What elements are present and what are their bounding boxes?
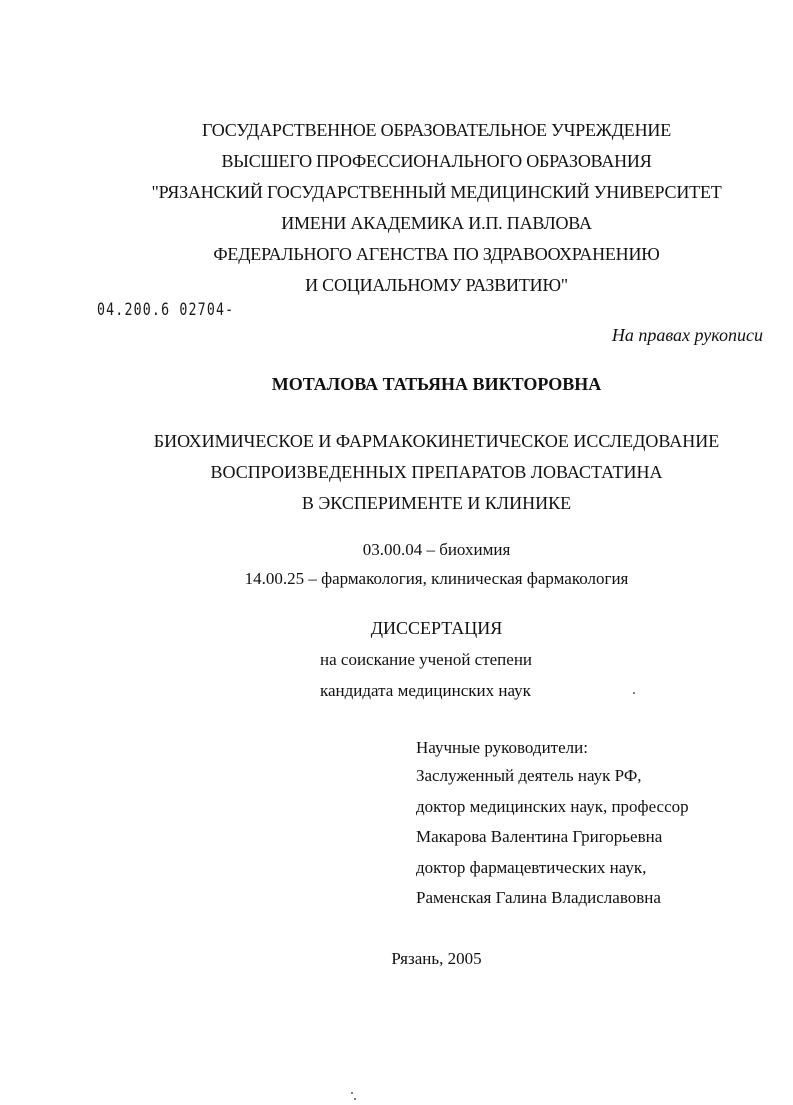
supervisors-heading: Научные руководители: bbox=[416, 738, 588, 757]
supervisor-line-1: Заслуженный деятель наук РФ, bbox=[416, 766, 642, 785]
institution-line-2: ВЫСШЕГО ПРОФЕССИОНАЛЬНОГО ОБРАЗОВАНИЯ bbox=[221, 151, 652, 171]
institution-line-3: "РЯЗАНСКИЙ ГОСУДАРСТВЕННЫЙ МЕДИЦИНСКИЙ УНИВЕРСИТЕТ bbox=[151, 182, 722, 202]
author-name: МОТАЛОВА ТАТЬЯНА ВИКТОРОВНА bbox=[271, 374, 602, 394]
scan-speck bbox=[351, 1092, 353, 1094]
library-stamp-number: 04.200.6 02704- bbox=[97, 300, 235, 320]
specialty-biochemistry: 03.00.04 – биохимия bbox=[362, 540, 511, 559]
supervisor-line-2: доктор медицинских наук, профессор bbox=[416, 797, 689, 816]
institution-line-1: ГОСУДАРСТВЕННОЕ ОБРАЗОВАТЕЛЬНОЕ УЧРЕЖДЕНИЕ bbox=[201, 120, 671, 140]
scan-dot bbox=[633, 692, 635, 694]
title-line-1: БИОХИМИЧЕСКОЕ И ФАРМАКОКИНЕТИЧЕСКОЕ ИССЛЕДОВАНИЕ bbox=[153, 431, 720, 451]
degree-purpose: на соискание ученой степени bbox=[320, 650, 533, 669]
institution-line-4: ИМЕНИ АКАДЕМИКА И.П. ПАВЛОВА bbox=[281, 213, 592, 233]
title-line-2: ВОСПРОИЗВЕДЕННЫХ ПРЕПАРАТОВ ЛОВАСТАТИНА bbox=[210, 462, 663, 482]
institution-line-6: И СОЦИАЛЬНОМУ РАЗВИТИЮ" bbox=[305, 275, 568, 295]
scan-speck bbox=[354, 1098, 356, 1100]
place-year: Рязань, 2005 bbox=[391, 949, 482, 968]
supervisor-line-5: Раменская Галина Владиславовна bbox=[416, 888, 661, 907]
title-line-3: В ЭКСПЕРИМЕНТЕ И КЛИНИКЕ bbox=[301, 493, 572, 513]
manuscript-note: На правах рукописи bbox=[611, 325, 763, 345]
specialty-pharmacology: 14.00.25 – фармакология, клиническая фармакология bbox=[244, 569, 629, 588]
supervisor-line-4: доктор фармацевтических наук, bbox=[416, 858, 647, 877]
dissertation-label: ДИССЕРТАЦИЯ bbox=[370, 618, 503, 638]
institution-line-5: ФЕДЕРАЛЬНОГО АГЕНСТВА ПО ЗДРАВООХРАНЕНИЮ bbox=[213, 244, 660, 264]
degree-name: кандидата медицинских наук bbox=[320, 681, 531, 700]
supervisor-line-3: Макарова Валентина Григорьевна bbox=[416, 827, 663, 846]
